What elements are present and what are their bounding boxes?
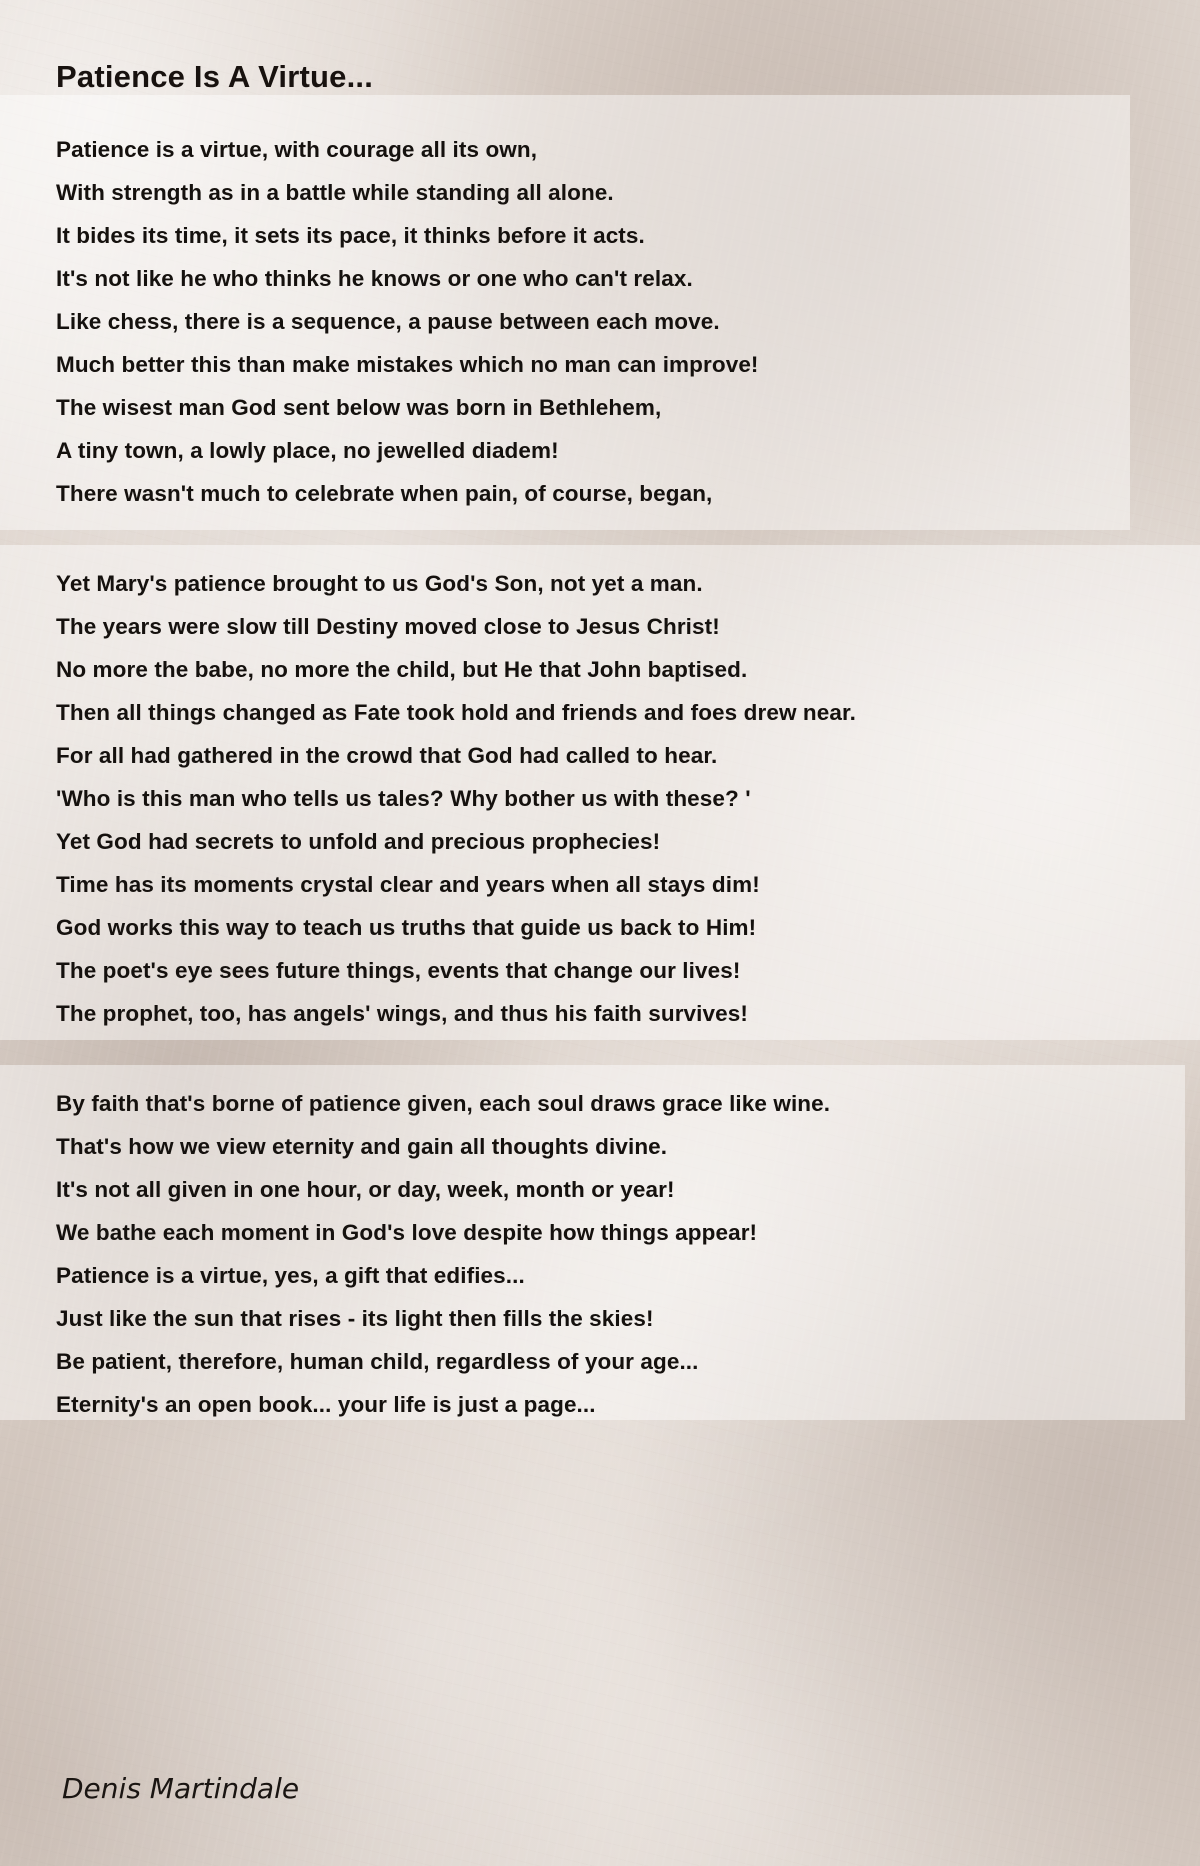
poem-line: For all had gathered in the crowd that God had called to hear.	[56, 743, 718, 768]
poem-line: It bides its time, it sets its pace, it thinks before it acts.	[56, 223, 645, 248]
poem-line: It's not all given in one hour, or day, week, month or year!	[56, 1177, 675, 1202]
poem-line: The poet's eye sees future things, events that change our lives!	[56, 958, 741, 983]
poem-line: Time has its moments crystal clear and years when all stays dim!	[56, 872, 760, 897]
poem-line: Yet Mary's patience brought to us God's Son, not yet a man.	[56, 571, 703, 596]
poem-line: The wisest man God sent below was born in Bethlehem,	[56, 395, 662, 420]
poem-line: Like chess, there is a sequence, a pause between each move.	[56, 309, 720, 334]
poem-line: Then all things changed as Fate took hold and friends and foes drew near.	[56, 700, 856, 725]
poem-line: Patience is a virtue, yes, a gift that edifies...	[56, 1263, 525, 1288]
poem-line: It's not like he who thinks he knows or one who can't relax.	[56, 266, 693, 291]
page-title: Patience Is A Virtue...	[56, 58, 374, 94]
poem-line: Much better this than make mistakes which no man can improve!	[56, 352, 759, 377]
poem-line: By faith that's borne of patience given, each soul draws grace like wine.	[56, 1091, 831, 1116]
poem-body	[56, 128, 1186, 1473]
poem-line: With strength as in a battle while standing all alone.	[56, 180, 614, 205]
stanza	[56, 128, 1186, 515]
poem-line: Eternity's an open book... your life is just a page...	[56, 1392, 596, 1417]
poem-line: The prophet, too, has angels' wings, and thus his faith survives!	[56, 1001, 748, 1026]
poem-line: There wasn't much to celebrate when pain, of course, began,	[56, 481, 713, 506]
poem-line: Patience is a virtue, with courage all its own,	[56, 137, 538, 162]
poem-line: Just like the sun that rises - its light then fills the skies!	[56, 1306, 654, 1331]
poem-line: God works this way to teach us truths that guide us back to Him!	[56, 915, 757, 940]
poem-line: We bathe each moment in God's love despite how things appear!	[56, 1220, 758, 1245]
poem-line: The years were slow till Destiny moved close to Jesus Christ!	[56, 614, 720, 639]
poem-line: 'Who is this man who tells us tales? Why bother us with these? '	[56, 786, 751, 811]
poem-line: A tiny town, a lowly place, no jewelled diadem!	[56, 438, 559, 463]
poem-line: No more the babe, no more the child, but He that John baptised.	[56, 657, 748, 682]
poem-line: Be patient, therefore, human child, regardless of your age...	[56, 1349, 699, 1374]
stanza	[56, 562, 1186, 1035]
poem-line: That's how we view eternity and gain all thoughts divine.	[56, 1134, 668, 1159]
author-name: Denis Martindale	[62, 1772, 300, 1805]
stanza	[56, 1082, 1186, 1426]
poem-line: Yet God had secrets to unfold and precious prophecies!	[56, 829, 661, 854]
